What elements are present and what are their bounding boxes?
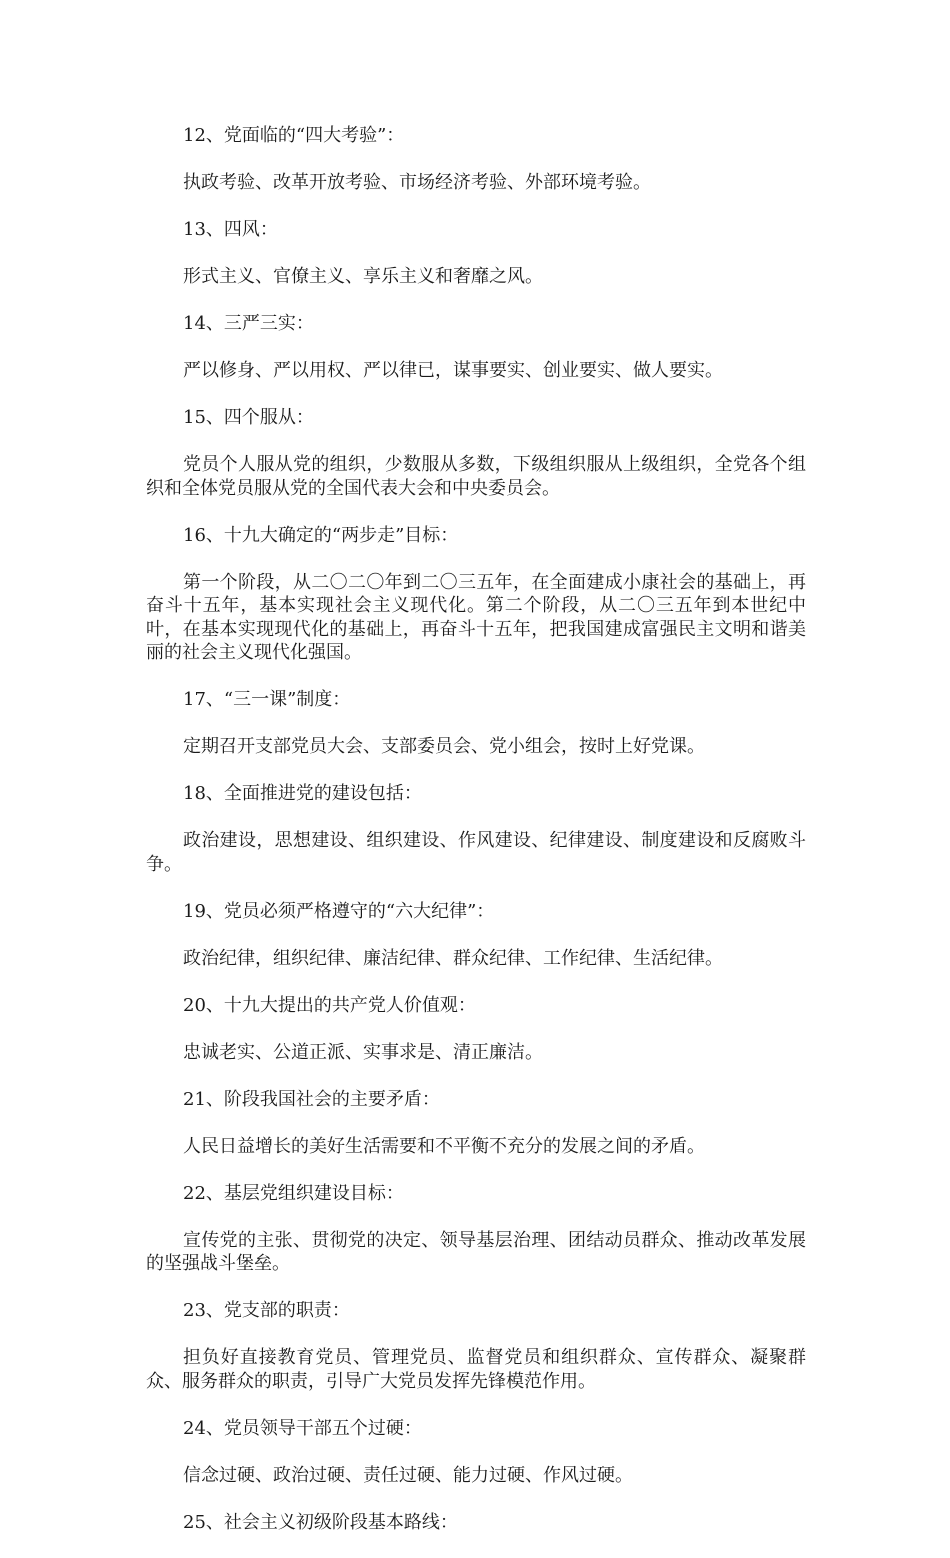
section-body-18: 政治建设，思想建设、组织建设、作风建设、纪律建设、制度建设和反腐败斗争。	[146, 830, 806, 875]
section-heading-22: 22、基层党组织建设目标：	[183, 1182, 404, 1204]
section-heading-23: 23、党支部的职责：	[183, 1300, 350, 1321]
section-heading-12: 12、党面临的“四大考验”：	[183, 125, 405, 146]
section-heading-21: 21、阶段我国社会的主要矛盾：	[183, 1088, 440, 1110]
section-body-23: 担负好直接教育党员、管理党员、监督党员和组织群众、宣传群众、凝聚群众、服务群众的职责，引导广大党员发挥先锋模范作用。	[146, 1347, 806, 1392]
section-heading-17: 17、“三一课”制度：	[183, 689, 351, 710]
section-heading-16: 16、十九大确定的“两步走”目标：	[183, 524, 459, 546]
section-body-19: 政治纪律，组织纪律、廉洁纪律、群众纪律、工作纪律、生活纪律。	[183, 947, 723, 969]
section-body-14: 严以修身、严以用权、严以律已，谋事要实、创业要实、做人要实。	[183, 360, 723, 381]
section-body-16: 第一个阶段，从二〇二〇年到二〇三五年，在全面建成小康社会的基础上，再奋斗十五年，基本实现社会主义现代化。第二个阶段，从二〇三五年到本世纪中叶，在基本实现现代化的基础上，再奋斗十五年，把我国建成富强民主文明和谐美丽的社会主义现代化强国。	[146, 571, 806, 663]
section-body-12: 执政考验、改革开放考验、市场经济考验、外部环境考验。	[183, 172, 651, 193]
section-heading-14: 14、三严三实：	[183, 313, 314, 334]
section-heading-15: 15、四个服从：	[183, 407, 314, 428]
section-body-24: 信念过硬、政治过硬、责任过硬、能力过硬、作风过硬。	[183, 1464, 633, 1486]
section-heading-20: 20、十九大提出的共产党人价值观：	[183, 994, 476, 1016]
section-body-21: 人民日益增长的美好生活需要和不平衡不充分的发展之间的矛盾。	[183, 1135, 705, 1157]
section-heading-24: 24、党员领导干部五个过硬：	[183, 1417, 422, 1439]
section-body-17: 定期召开支部党员大会、支部委员会、党小组会，按时上好党课。	[183, 736, 705, 757]
section-heading-25: 25、社会主义初级阶段基本路线：	[183, 1511, 458, 1533]
section-body-15: 党员个人服从党的组织，少数服从多数，下级组织服从上级组织，全党各个组织和全体党员服从党的全国代表大会和中央委员会。	[146, 454, 806, 499]
section-heading-18: 18、全面推进党的建设包括：	[183, 783, 422, 804]
section-body-22: 宣传党的主张、贯彻党的决定、领导基层治理、团结动员群众、推动改革发展的坚强战斗堡垒。	[146, 1229, 806, 1274]
section-heading-13: 13、四风：	[183, 219, 278, 240]
section-body-20: 忠诚老实、公道正派、实事求是、清正廉洁。	[183, 1041, 543, 1063]
section-body-13: 形式主义、官僚主义、享乐主义和奢靡之风。	[183, 266, 543, 287]
section-heading-19: 19、党员必须严格遵守的“六大纪律”：	[183, 900, 495, 922]
document-body	[146, 124, 806, 1558]
